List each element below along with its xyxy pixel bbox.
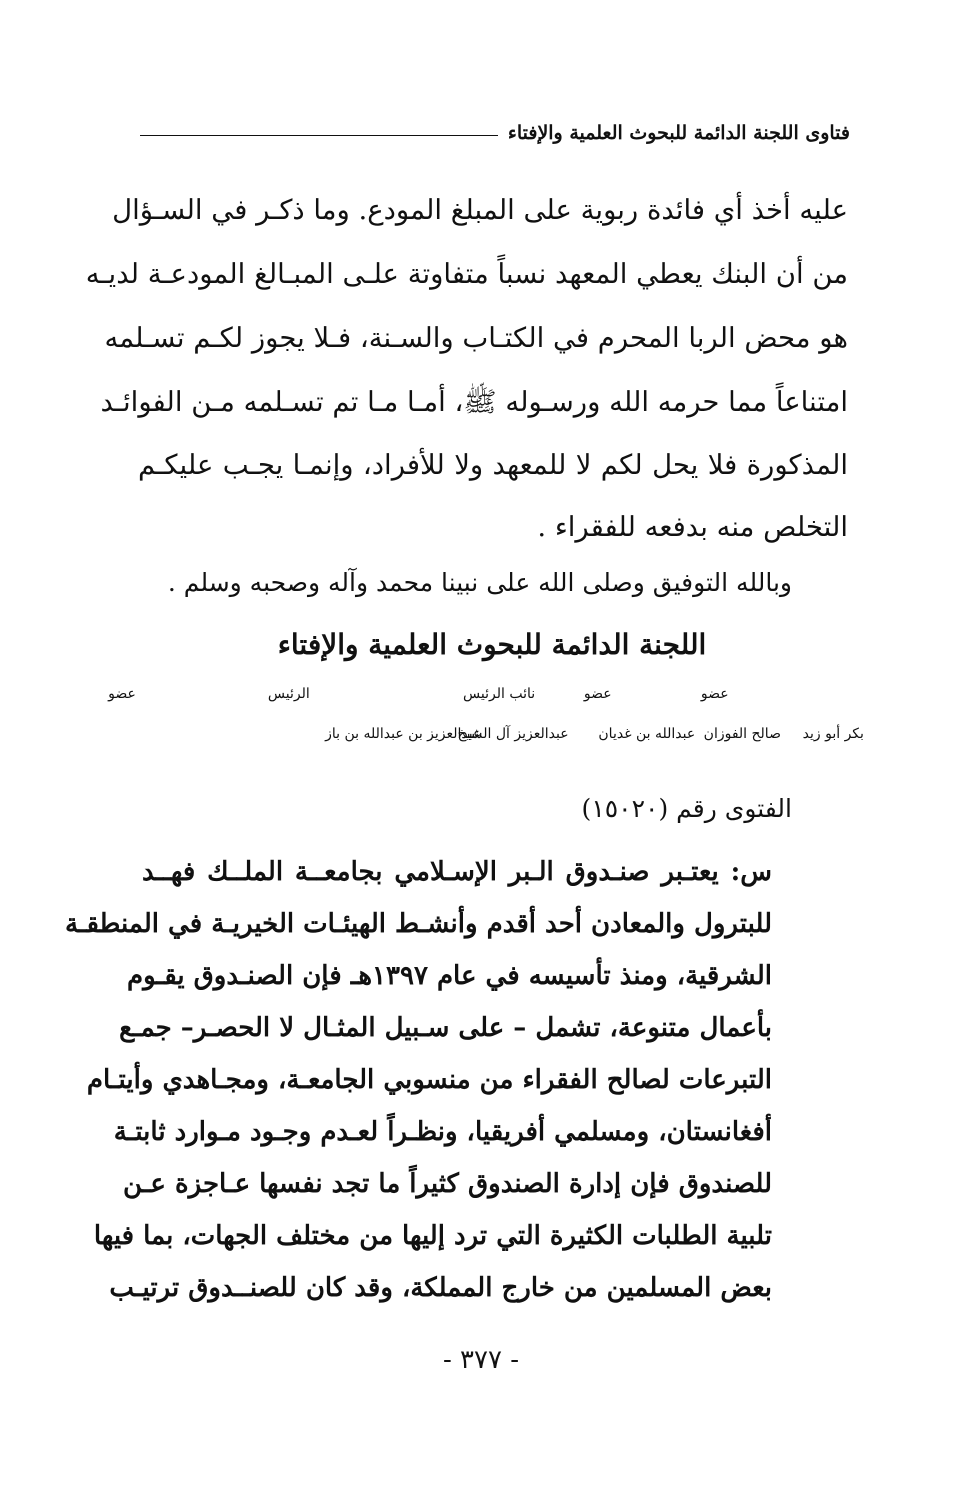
answer-line: التخلص منه بدفعه للفقراء . (537, 511, 848, 543)
closing-prayer: وبالله التوفيق وصلى الله على نبينا محمد وآله وصحبه وسلم . (167, 568, 792, 597)
answer-line: هو محض الربا المحرم في الكتـاب والسـنة، فـلا يجوز لكـم تسـلمه (104, 322, 848, 354)
answer-line: المذكورة فلا يحل لكم لا للمعهد ولا للأفراد، وإنمـا يجـب عليكـم (138, 449, 848, 481)
signatory-role: نائب الرئيس (463, 686, 536, 702)
question-line: بعض المسلمين من خارج المملكة، وقد كان للصنــدوق ترتيـب (109, 1273, 772, 1303)
running-header (140, 118, 850, 148)
question-line: تلبية الطلبات الكثيرة التي ترد إليها من مختلف الجهات، بما فيها (93, 1221, 772, 1251)
question-line: الشرقية، ومنذ تأسيسه في عام ١٣٩٧هـ فإن الصنـدوق يقـوم (127, 961, 772, 991)
question-line: س: يعتـبر صنـدوق الـبر الإسـلامي بجامعــة الملــك فهــد (142, 857, 772, 887)
question-line: بأعمال متنوعة، تشمل – على سـبيل المثـال لا الحصـر– جمـع (119, 1013, 772, 1043)
question-line: أفغانستان، ومسلمي أفريقيا، ونظـراً لعـدم وجـود مـوارد ثابتـة (113, 1117, 772, 1147)
signatory-role: الرئيس (267, 686, 310, 702)
signatory-name: عبدالعزيز آل الشيخ (457, 726, 569, 742)
page-number: - ٣٧٧ - (442, 1345, 520, 1375)
signatory-name: عبدالله بن غديان (598, 726, 696, 742)
question-line: للصندوق فإن إدارة الصندوق كثيراً ما تجد نفسها عـاجزة عـن (123, 1169, 772, 1199)
question-line: للبترول والمعادن أحد أقدم وأنشـط الهيئـات الخيريـة في المنطقـة (64, 909, 772, 939)
signatory-role: عضو (700, 686, 729, 702)
signatory-role: عضو (108, 686, 136, 702)
question-line: التبرعات لصالح الفقراء من منسوبي الجامعـة، ومجـاهدي وأيتـام (86, 1065, 772, 1095)
answer-line: عليه أخذ أي فائدة ربوية على المبلغ المودع. وما ذكـر في السـؤال (112, 194, 848, 226)
fatwa-number: الفتوى رقم (١٥٠٢٠) (581, 794, 792, 823)
signatory-name: بكر أبو زيد (802, 726, 864, 742)
signatory-roles (108, 686, 812, 710)
answer-line: من أن البنك يعطي المعهد نسباً متفاوتة علـى المبـالغ المودعـة لديـه (85, 258, 848, 290)
header-title: فتاوى اللجنة الدائمة للبحوث العلمية والإفتاء (507, 122, 850, 144)
signatory-name: عبدالعزيز بن عبدالله بن باز (325, 726, 482, 742)
signatory-names (162, 726, 864, 750)
answer-line: امتناعاً مما حرمه الله ورسـوله ﷺ، أمـا مـا تم تسـلمه مـن الفوائـد (100, 386, 848, 418)
committee-name: اللجنة الدائمة للبحوث العلمية والإفتاء (277, 628, 707, 661)
signatory-name: صالح الفوزان (703, 726, 781, 742)
signatory-role: عضو (583, 686, 612, 702)
header-rule (140, 135, 498, 136)
